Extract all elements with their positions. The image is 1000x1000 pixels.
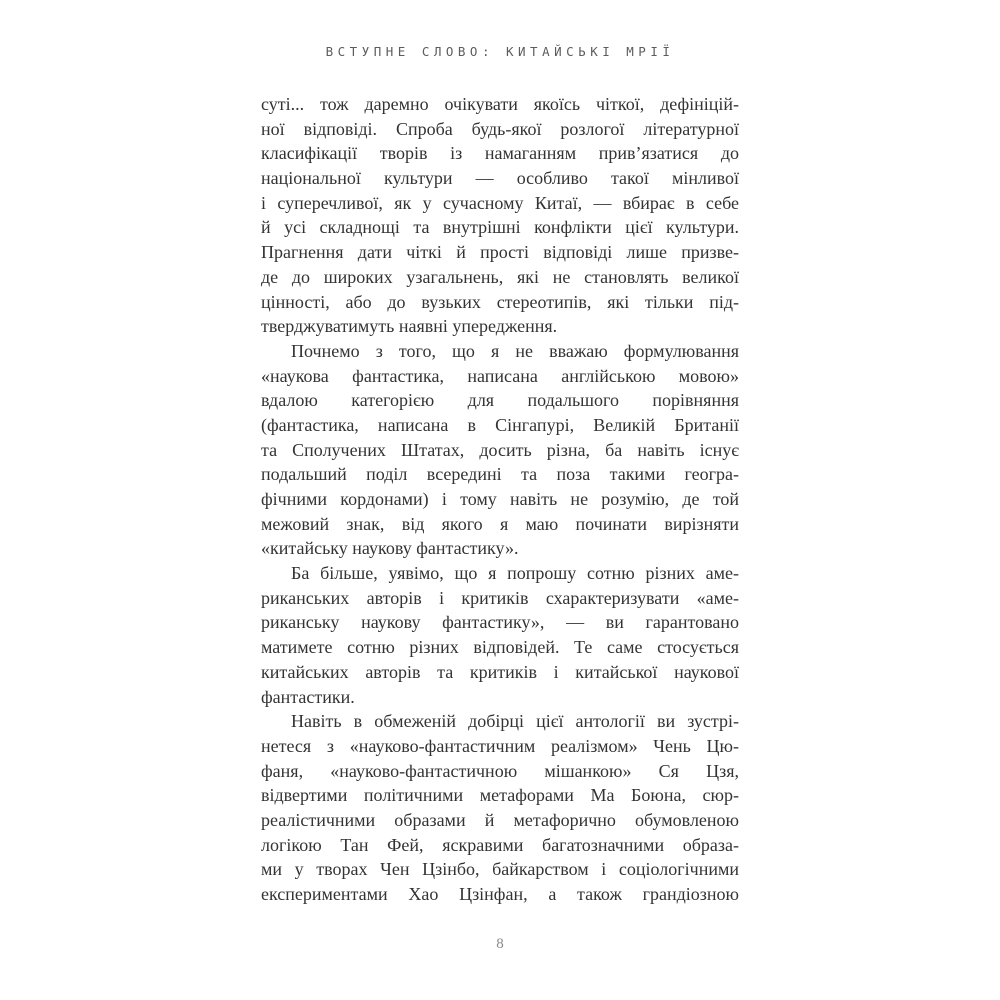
text-line: реалістичними образами й метафорично обумовленою	[261, 809, 739, 830]
text-line: вдалою категорією для подальшого порівняння	[261, 390, 739, 411]
text-line: тверджуватимуть наявні упередження.	[261, 316, 558, 337]
text-line: «китайську наукову фантастику».	[261, 538, 519, 559]
text-line: та Сполучених Штатах, досить різна, ба навіть існує	[261, 439, 739, 460]
text-line: Почнемо з того, що я не вважаю формулювання	[291, 340, 739, 361]
text-line: фантастики.	[261, 686, 355, 707]
text-line: цінності, або до вузьких стереотипів, які тільки під-	[261, 291, 739, 312]
text-line: Навіть в обмеженій добірці цієї антології ви зустрі-	[291, 711, 739, 732]
text-line: й усі складнощі та внутрішні конфлікти цієї культури.	[261, 217, 739, 238]
paragraph	[261, 339, 739, 561]
text-line: «наукова фантастика, написана англійською мовою»	[261, 365, 739, 386]
text-line: де до широких узагальнень, які не становлять великої	[261, 266, 739, 287]
text-line: подальший поділ всередині та поза такими геогра-	[261, 464, 739, 485]
page-number: 8	[496, 936, 504, 952]
text-line: межовий знак, від якого я маю починати вирізняти	[261, 513, 739, 534]
text-line: нетеся з «науково-фантастичним реалізмом» Чень Цю-	[261, 735, 739, 756]
text-line: суті... тож даремно очікувати якоїсь чіткої, дефініцій-	[261, 94, 739, 114]
running-header: ВСТУПНЕ СЛОВО: КИТАЙСЬКІ МРІЇ	[325, 44, 675, 59]
text-line: класифікації творів із намаганням прив’язатися до	[261, 143, 739, 164]
text-line: національної культури — особливо такої мінливої	[261, 168, 739, 189]
text-line: матимете сотню різних відповідей. Те саме стосується	[261, 637, 739, 658]
text-line: відвертими політичними метафорами Ма Боюна, сюр-	[261, 785, 739, 806]
text-line: Ба більше, уявімо, що я попрошу сотню різних аме-	[291, 563, 739, 584]
paragraph	[261, 92, 739, 339]
text-line: фаня, «науково-фантастичною мішанкою» Ся Цзя,	[261, 760, 739, 781]
text-line: Прагнення дати чіткі й прості відповіді лише призве-	[261, 242, 739, 263]
body-text	[261, 92, 739, 907]
text-line: фічними кордонами) і тому навіть не розумію, де той	[261, 489, 739, 509]
text-line: риканських авторів і критиків схарактеризувати «аме-	[261, 587, 739, 608]
text-line: і суперечливої, як у сучасному Китаї, — вбирає в себе	[261, 192, 739, 213]
text-line: експериментами Хао Цзінфан, а також грандіозною	[261, 884, 739, 904]
text-line: (фантастика, написана в Сінгапурі, Великій Британії	[261, 414, 739, 435]
paragraph	[261, 561, 739, 709]
paragraph	[261, 709, 739, 907]
text-line: ми у творах Чен Цзінбо, байкарством і соціологічними	[261, 859, 739, 880]
text-line: китайських авторів та критиків і китайської наукової	[261, 661, 739, 682]
text-line: логікою Тан Фей, яскравими багатозначними образа-	[261, 834, 739, 855]
text-line: риканську наукову фантастику», — ви гарантовано	[261, 612, 739, 633]
text-line: ної відповіді. Спроба будь-якої розлогої літературної	[261, 118, 739, 139]
